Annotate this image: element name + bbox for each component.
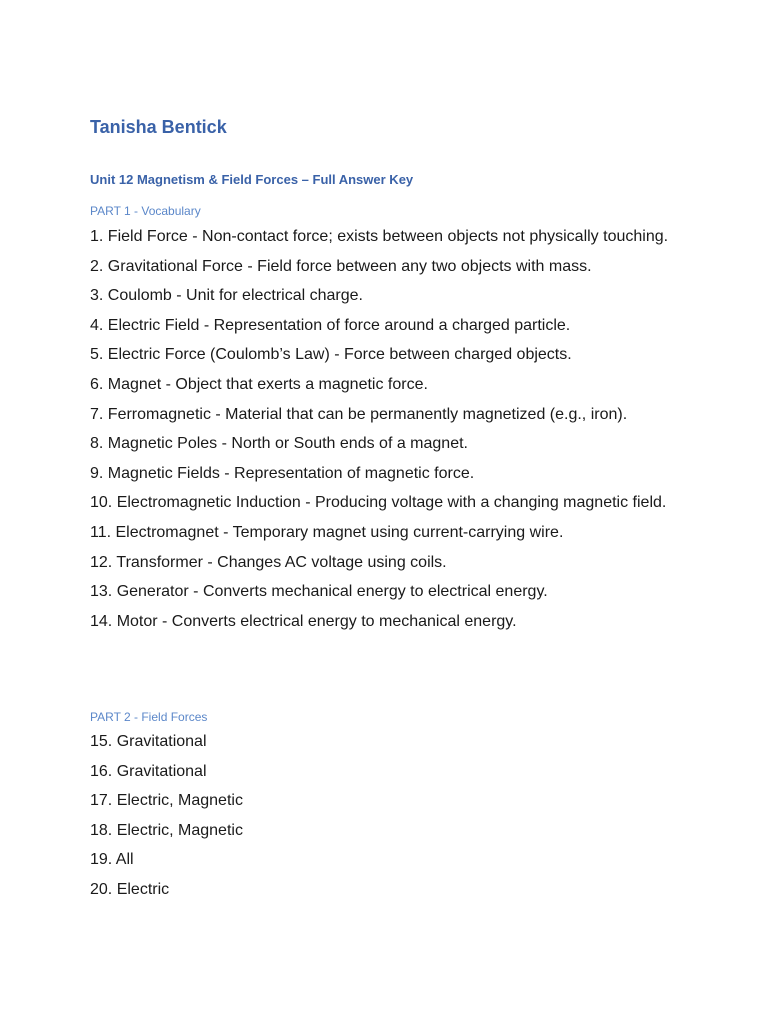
list-item: 5. Electric Force (Coulomb’s Law) - Force between charged objects.	[90, 346, 572, 364]
part2-field-forces-list	[90, 727, 690, 905]
list-item: 8. Magnetic Poles - North or South ends of a magnet.	[90, 435, 468, 453]
list-item: 20. Electric	[90, 880, 170, 898]
list-item: 10. Electromagnetic Induction - Producing voltage with a changing magnetic field.	[90, 494, 667, 512]
part1-heading: PART 1 - Vocabulary	[90, 204, 201, 218]
list-item: 2. Gravitational Force - Field force between any two objects with mass.	[90, 257, 592, 275]
list-item: 7. Ferromagnetic - Material that can be permanently magnetized (e.g., iron).	[90, 405, 628, 423]
list-item: 16. Gravitational	[90, 762, 207, 780]
list-item: 9. Magnetic Fields - Representation of magnetic force.	[90, 464, 475, 482]
list-item: 12. Transformer - Changes AC voltage using coils.	[90, 553, 447, 571]
list-item: 19. All	[90, 851, 134, 869]
list-item: 4. Electric Field - Representation of force around a charged particle.	[90, 316, 571, 334]
list-item: 13. Generator - Converts mechanical energy to electrical energy.	[90, 583, 548, 601]
list-item: 11. Electromagnet - Temporary magnet using current-carrying wire.	[90, 523, 564, 541]
list-item: 1. Field Force - Non-contact force; exists between objects not physically touching.	[90, 228, 669, 245]
list-item: 3. Coulomb - Unit for electrical charge.	[90, 287, 363, 305]
author-name: Tanisha Bentick	[90, 117, 227, 137]
list-item: 18. Electric, Magnetic	[90, 821, 243, 839]
part2-heading: PART 2 - Field Forces	[90, 710, 208, 724]
list-item: 6. Magnet - Object that exerts a magnetic force.	[90, 375, 428, 393]
list-item: 17. Electric, Magnetic	[90, 792, 243, 810]
list-item: 15. Gravitational	[90, 733, 207, 750]
document-subtitle: Unit 12 Magnetism & Field Forces – Full Answer Key	[90, 172, 414, 187]
list-item: 14. Motor - Converts electrical energy to mechanical energy.	[90, 612, 517, 630]
part1-vocabulary-list	[90, 222, 690, 636]
